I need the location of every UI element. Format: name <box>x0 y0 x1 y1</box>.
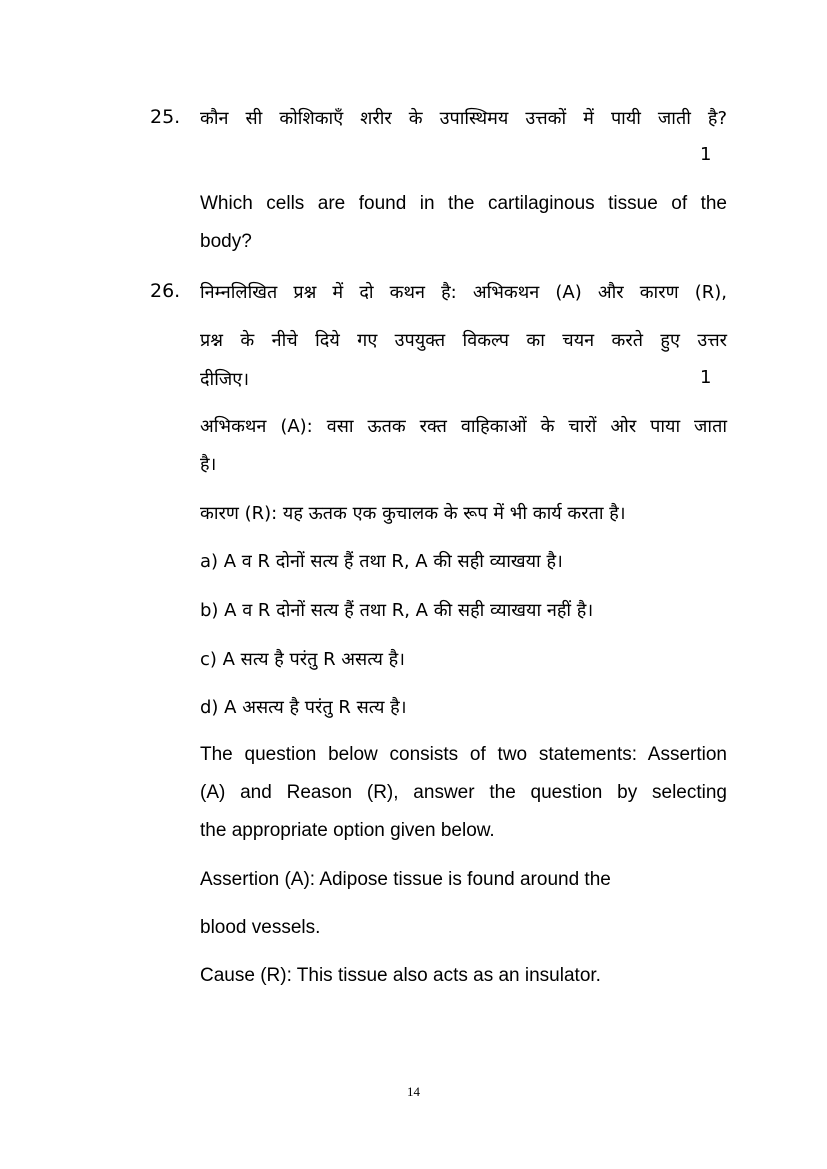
question-26-hindi-reason: कारण (R): यह ऊतक एक कुचालक के रूप में भी कार्य करता है। <box>200 503 626 524</box>
question-25-hindi: कौन सी कोशिकाएँ शरीर के उपास्थिमय उत्तकों में पायी जाती है? <box>200 108 727 129</box>
question-26-marks: 1 <box>700 367 712 388</box>
question-26-number: 26. <box>150 280 181 302</box>
question-25-english-line1: Which cells are found in the cartilaginous tissue of the <box>200 193 727 214</box>
option-b: b) A व R दोनों सत्य हैं तथा R, A की सही व्याखया नहीं है। <box>200 600 594 621</box>
option-d: d) A असत्य है परंतु R सत्य है। <box>200 697 407 718</box>
question-26-english-intro-line3: the appropriate option given below. <box>200 820 495 841</box>
question-25-english-line2: body? <box>200 231 252 252</box>
option-c: c) A सत्य है परंतु R असत्य है। <box>200 649 405 670</box>
question-26-english-reason: Cause (R): This tissue also acts as an insulator. <box>200 965 601 986</box>
question-25-number: 25. <box>150 106 181 128</box>
question-26-hindi-intro-line3: दीजिए। <box>200 369 250 390</box>
question-26-english-intro-line1: The question below consists of two statements: Assertion <box>200 744 727 765</box>
question-26-hindi-assertion-line2: है। <box>200 454 217 475</box>
question-26-english-intro-line2: (A) and Reason (R), answer the question by selecting <box>200 782 727 803</box>
question-26-hindi-intro-line2: प्रश्न के नीचे दिये गए उपयुक्त विकल्प का चयन करते हुए उत्तर <box>200 330 727 351</box>
page-number: 14 <box>407 1084 420 1099</box>
question-26-hindi-intro-line1: निम्नलिखित प्रश्न में दो कथन है: अभिकथन (A) और कारण (R), <box>200 282 727 303</box>
question-26-english-assertion-line1: Assertion (A): Adipose tissue is found around the <box>200 869 611 890</box>
question-26-english-assertion-line2: blood vessels. <box>200 917 321 938</box>
question-25-marks: 1 <box>700 144 712 165</box>
question-26-hindi-assertion-line1: अभिकथन (A): वसा ऊतक रक्त वाहिकाओं के चारों ओर पाया जाता <box>200 416 727 437</box>
option-a: a) A व R दोनों सत्य हैं तथा R, A की सही व्याखया है। <box>200 551 563 572</box>
